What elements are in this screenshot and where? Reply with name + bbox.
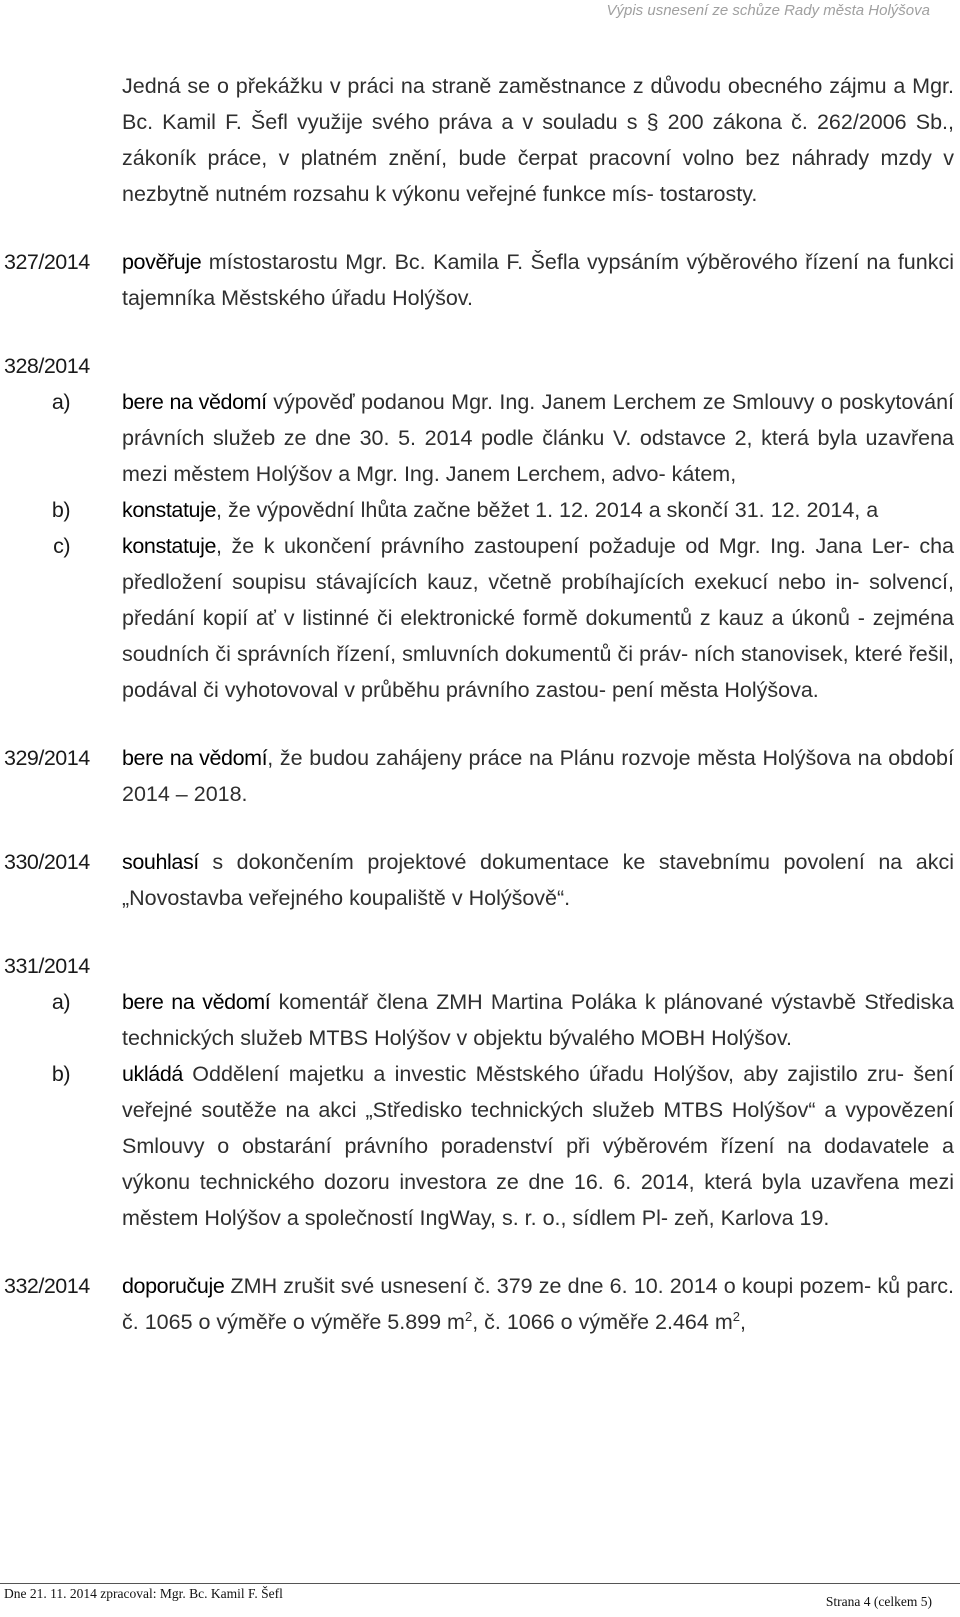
- intro-spacer: [0, 68, 122, 212]
- resolution-body: , že budou zahájeny práce na Plánu rozvoje města Holýšova na období 2014 – 2018.: [122, 746, 954, 806]
- superscript: 2: [732, 1308, 740, 1324]
- resolution-number: 328/2014: [4, 354, 90, 378]
- resolution-keyword: bere na vědomí: [122, 746, 268, 770]
- document-body: [0, 68, 960, 1340]
- resolution-keyword: souhlasí: [122, 850, 199, 874]
- item-body: , že výpovědní lhůta začne běžet 1. 12. 2014 a skončí 31. 12. 2014, a: [216, 498, 879, 522]
- resolution-keyword: konstatuje: [122, 498, 217, 522]
- resolution-number: 327/2014: [4, 250, 90, 274]
- resolution-number: 330/2014: [4, 850, 90, 874]
- item-label: a): [51, 390, 70, 414]
- resolution-keyword: bere na vědomí: [122, 390, 267, 414]
- item-text: [122, 1056, 954, 1236]
- resolution-text: [122, 244, 954, 316]
- resolution-keyword: konstatuje: [122, 534, 217, 558]
- resolution-327: [0, 244, 960, 316]
- superscript: 2: [464, 1308, 473, 1324]
- resolution-328-c: [0, 528, 960, 708]
- resolution-text: [122, 740, 954, 812]
- item-label: b): [51, 1062, 70, 1086]
- resolution-331: [0, 948, 960, 984]
- resolution-330: [0, 844, 960, 916]
- item-body: Oddělení majetku a investic Městského úřadu Holýšov, aby zajistilo zru- šení veřejné soutěže na akci „Středisko technických služeb MTBS Holýšov“ a vypovězení Smlouvy o obstarání právního poradenství při výběrovém řízení na dodavatele a výkonu technického dozoru investora ze dne 16. 6. 2014, která byla uzavřena mezi městem Holýšov a společností IngWay, s. r. o., sídlem Pl- zeň, Karlova 19.: [122, 1062, 954, 1230]
- resolution-number: 329/2014: [4, 746, 90, 770]
- resolution-keyword: pověřuje: [122, 250, 202, 274]
- resolution-body: s dokončením projektové dokumentace ke stavebnímu povolení na akci „Novostavba veřejného koupaliště v Holýšově“.: [122, 850, 954, 910]
- item-label: c): [53, 534, 70, 558]
- resolution-body-cont: , č. 1066 o výměře 2.464 m: [472, 1310, 733, 1334]
- item-text: [122, 528, 954, 708]
- footer-rule: [0, 1583, 960, 1584]
- item-text: [122, 384, 954, 492]
- resolution-number: 331/2014: [4, 954, 90, 978]
- resolution-text: [122, 1268, 954, 1340]
- footer-page-number: Strana 4 (celkem 5): [825, 1594, 932, 1609]
- resolution-text: [122, 844, 954, 916]
- item-body: komentář člena ZMH Martina Poláka k plánované výstavbě Střediska technických služeb MTBS Holýšov v objektu bývalého MOBH Holýšov.: [122, 990, 954, 1050]
- resolution-keyword: ukládá: [122, 1062, 183, 1086]
- item-body: , že k ukončení právního zastoupení požaduje od Mgr. Ing. Jana Ler- cha předložení soupisu stávajících kauz, včetně probíhajících exekucí nebo in- solvencí, předání kopií ať v listinné či elektronické formě dokumentů z kauz a úkonů - zejména soudních či správních řízení, smluvních dokumentů či práv- ních stanovisek, které řešil, podával či vyhotovoval v průběhu právního zastou- pení města Holýšova.: [122, 534, 954, 702]
- resolution-body: místostarostu Mgr. Bc. Kamila F. Šefla vypsáním výběrového řízení na funkci tajemníka Městského úřadu Holýšov.: [122, 250, 954, 310]
- resolution-number: 332/2014: [4, 1274, 90, 1298]
- resolution-331-a: [0, 984, 960, 1056]
- resolution-body: ZMH zrušit své usnesení č. 379 ze dne 6. 10. 2014 o koupi pozem- ků parc. č. 1065 o výměře o výměře 5.899 m: [122, 1274, 954, 1334]
- resolution-329: [0, 740, 960, 812]
- item-label: a): [51, 990, 70, 1014]
- intro-paragraph-row: [0, 68, 960, 212]
- resolution-332: [0, 1268, 960, 1340]
- resolution-328-a: [0, 384, 960, 492]
- resolution-body-end: ,: [739, 1310, 746, 1334]
- item-label: b): [51, 498, 70, 522]
- item-text: [122, 984, 954, 1056]
- item-body: výpověď podanou Mgr. Ing. Janem Lerchem ze Smlouvy o poskytování právních služeb ze dne 30. 5. 2014 podle článku V. odstavce 2, která byla uzavřena mezi městem Holýšov a Mgr. Ing. Janem Lerchem, advo- kátem,: [122, 390, 954, 486]
- resolution-331-b: [0, 1056, 960, 1236]
- footer-processed-by: Dne 21. 11. 2014 zpracoval: Mgr. Bc. Kamil F. Šefl: [4, 1586, 283, 1601]
- running-header: Výpis usnesení ze schůze Rady města Holýšova: [606, 2, 930, 19]
- intro-paragraph: Jedná se o překážku v práci na straně zaměstnance z důvodu obecného zájmu a Mgr. Bc. Kamil F. Šefl využije svého práva a v souladu s § 200 zákona č. 262/2006 Sb., zákoník práce, v platném znění, bude čerpat pracovní volno bez náhrady mzdy v nezbytně nutném rozsahu k výkonu veřejné funkce mís- tostarosty.: [122, 74, 954, 206]
- item-text: [122, 492, 954, 528]
- resolution-keyword: doporučuje: [122, 1274, 225, 1298]
- resolution-328: [0, 348, 960, 384]
- resolution-328-b: [0, 492, 960, 528]
- resolution-keyword: bere na vědomí: [122, 990, 271, 1014]
